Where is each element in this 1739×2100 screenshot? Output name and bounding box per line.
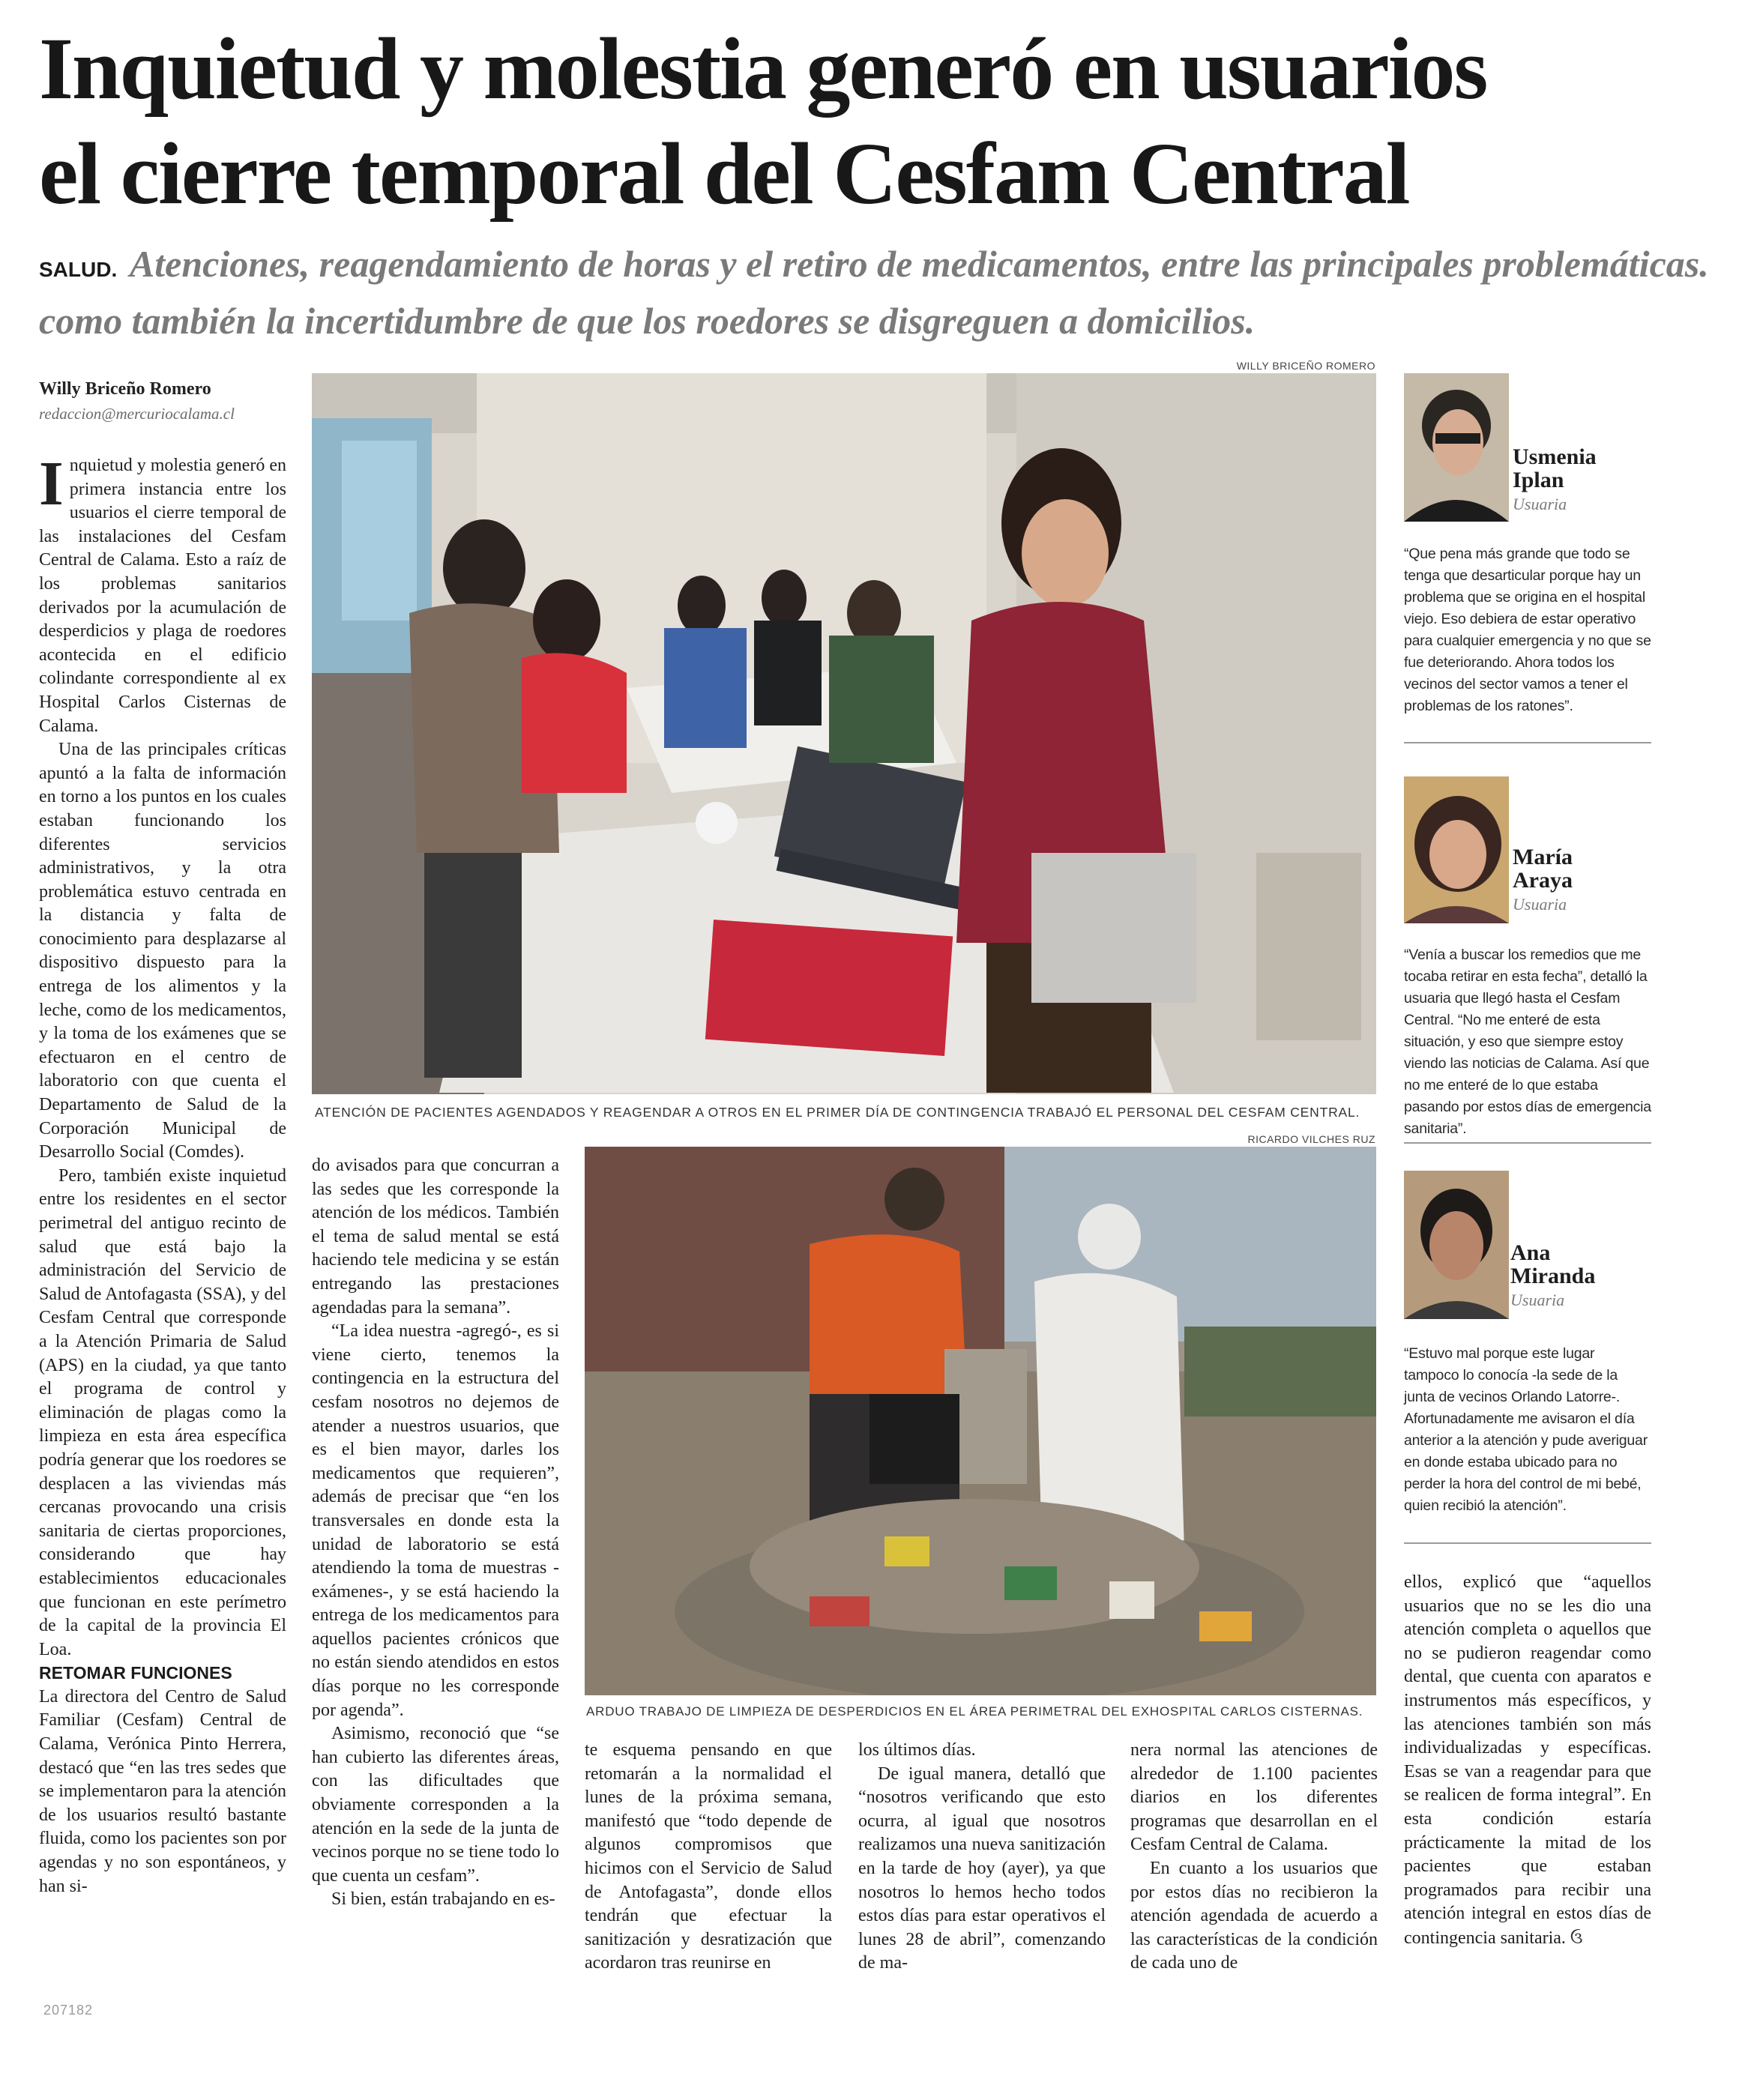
headline [39,16,1711,226]
testimonial-2-first-name: María [1513,845,1573,869]
clip-id: 207182 [43,2003,94,2018]
column3-paragraph: te esquema pensando en que retomarán a la normalidad el lunes de la próxima semana, manifestó que “todo depende de algunos compromisos que hicimos con el Servicio de Salud de Antofagasta”, donde ellos tendrán que efectuar la sanitización y desratización que acordaron tras reunirse en [585,1740,832,1973]
column4-paragraph: los últimos días. [858,1740,976,1760]
sidebar-divider [1404,742,1651,743]
column1-paragraph: Una de las principales críticas apuntó a la falta de información en torno a los puntos en los cuales estaban funcionando los diferentes servicios administrativos, y la otra problemática estuvo centrada en la distancia y falta de conocimiento para desplazarse al dispositivo dispuesto para la entrega de los alimentos y la leche, como de los medicamentos, y la toma de los exámenes que se efectuaron en el centro de laboratorio con que cuenta el Departamento de Salud de la Corporación Municipal de Desarrollo Social (Comdes). [39,740,286,1162]
column2-paragraph: Asimismo, reconoció que “se han cubierto las diferentes áreas, con las dificultades que obviamente corresponden a la atención en la sede de la junta de vecinos porque no se tiene todo lo que cuenta un cesfam”. [312,1724,559,1886]
article-column-3 [585,1739,832,1976]
subhead-retomar-funciones: RETOMAR FUNCIONES [39,1663,232,1683]
article-column-2 [312,1154,559,1912]
section-kicker: SALUD. [39,258,118,281]
byline-email[interactable]: redaccion@mercuriocalama.cl [39,405,235,423]
testimonial-1-quote: “Que pena más grande que todo se tenga que desarticular porque hay un problema que se origina en el hospital viejo. Eso debiera de estar operativo para cualquier emergencia y no que se fue deteriorando. Ahora todos los vecinos del sector vamos a tener el problemas de los ratones”. [1404,546,1651,714]
column6-paragraph: ellos, explicó que “aquellos usuarios que no se les dio una atención completa o aquellos que no se pudieron reagendar como dental, que cuenta con aparatos e instrumentos más específicos, y las atenciones también son más individualizadas y específicas. Esas se van a reagendar para que se realicen de forma integral”. En esta condición estaría prácticamente la mitad de los pacientes que estaban programados para recibir una atención integral en estos días de contingencia sanitaria. [1404,1572,1651,1948]
testimonial-3-first-name: Ana [1510,1240,1551,1265]
testimonial-3-header [1510,1241,1660,1310]
avatar-maria-araya [1404,776,1509,923]
testimonial-2-header [1513,845,1663,914]
photo1-caption: ATENCIÓN DE PACIENTES AGENDADOS Y REAGENDAR A OTROS EN EL PRIMER DÍA DE CONTINGENCIA TRABAJÓ EL PERSONAL DEL CESFAM CENTRAL. [315,1105,1360,1120]
byline-author: Willy Briceño Romero [39,379,211,399]
photo-clinic-staff [312,373,1376,1094]
testimonial-2-last-name: Araya [1513,868,1573,893]
column4-paragraph: De igual manera, detalló que “nosotros verificando que esto ocurra, al igual que nosotros realizamos una nueva sanitización en la tarde de hoy (ayer), ya que nosotros lo hemos hecho todos estos días para estar operativos el lunes 28 de abril”, comenzando de ma- [858,1763,1106,1973]
photo-cleanup-workers [585,1147,1376,1695]
deck [39,238,1711,346]
sidebar-divider [1404,1542,1651,1544]
avatar-ana-miranda [1404,1171,1509,1319]
avatar-usmenia-iplan [1404,373,1509,522]
testimonial-1-first-name: Usmenia [1513,444,1597,469]
headline-line-1: Inquietud y molestia generó en usuarios [39,19,1487,118]
article-column-5 [1130,1739,1378,1976]
column2-paragraph: “La idea nuestra -agregó-, es si viene cierto, tenemos la contingencia en la estructura del cesfam nosotros no dejemos de atender a nuestros usuarios, que es el bien mayor, darles los medicamentos que requieren”, además de precisar que “en los transversales en donde esta la unidad de laboratorio se está atendiendo la toma de muestras -exámenes-, y se está haciendo la entrega de los medicamentos para aquellos pacientes crónicos que no están siendo atendidos en estos días porque no les corresponde por agenda”. [312,1321,559,1720]
testimonial-2-quote: “Venía a buscar los remedios que me tocaba retirar en esta fecha”, detalló la usuaria que llegó hasta el Cesfam Central. “No me enteré de esta situación, y eso que siempre estoy viendo las noticias de Calama. Así que no me enteré de lo que estaba pasando por estos días de emergencia sanitaria”. [1404,947,1651,1137]
clinic-scene-illustration [312,373,1376,1094]
column2-paragraph: do avisados para que concurran a las sedes que les corresponde la atención de los médicos. También el tema de salud mental se está haciendo tele medicina y se están entregando las prestaciones agendadas para la semana”. [312,1156,559,1318]
column1-paragraph: nquietud y molestia generó en primera instancia entre los usuarios el cierre temporal de las instalaciones del Cesfam Central de Calama. Esto a raíz de los problemas sanitarios derivados por la acumulación de desperdicios y plaga de roedores acontecida en el edificio colindante correspondiente al ex Hospital Carlos Cisternas de Calama. [39,456,286,736]
article-column-4 [858,1739,1106,1976]
headline-line-2: el cierre temporal del Cesfam Central [39,124,1409,223]
end-mark-icon: ઉ [1570,1928,1583,1947]
sidebar-divider [1404,1142,1651,1144]
testimonial-1-role: Usuaria [1513,495,1567,513]
article-column-1 [39,449,286,1898]
cleanup-scene-illustration [585,1147,1376,1695]
column5-paragraph: En cuanto a los usuarios que por estos días no recibieron la atención agendada de acuerdo a las características de la condición de cada uno de [1130,1858,1378,1973]
column1-paragraph: La directora del Centro de Salud Familiar (Cesfam) Central de Calama, Verónica Pinto Herrera, destacó que “en las tres sedes que se implementaron para la atención de los usuarios resultó bastante fluida, como los pacientes son por agendas y no son espontáneos, y han si- [39,1686,286,1896]
drop-cap: I [39,449,64,519]
testimonial-3-quote: “Estuvo mal porque este lugar tampoco lo conocía -la sede de la junta de vecinos Orlando Latorre-. Afortunadamente me avisaron el día anterior a la atención y pude averiguar en donde estaba ubicado para no perder la hora del control de mi bebé, quien recibió la atención”. [1404,1345,1648,1514]
testimonial-3-role: Usuaria [1510,1291,1565,1309]
testimonial-3-last-name: Miranda [1510,1264,1596,1288]
photo1-credit: WILLY BRICEÑO ROMERO [1236,360,1375,372]
testimonial-1-last-name: Iplan [1513,468,1564,492]
column5-paragraph: nera normal las atenciones de alrededor de 1.100 pacientes diarios en los diferentes programas que desarrollan en el Cesfam Central de Calama. [1130,1740,1378,1855]
column1-paragraph: Pero, también existe inquietud entre los residentes en el sector perimetral del antiguo recinto de salud que está bajo la administración del Servicio de Salud de Antofagasta (SSA), y del Cesfam Central que corresponde a la Atención Primaria de Salud (APS) en la ciudad, ya que tanto el programa de control y eliminación de plagas como la limpieza en esta área específica podría generar que los roedores se desplacen a las viviendas más cercanas provocando una crisis sanitaria de ciertas proporciones, considerando que hay establecimientos educacionales que funcionan en este perímetro de la capital de la provincia El Loa. [39,1165,286,1659]
article-column-6 [1404,1571,1651,1951]
testimonial-1-header [1513,445,1663,514]
photo2-credit: RICARDO VILCHES RUZ [1247,1133,1375,1145]
photo2-caption: ARDUO TRABAJO DE LIMPIEZA DE DESPERDICIOS EN EL ÁREA PERIMETRAL DEL EXHOSPITAL CARLOS CISTERNAS. [586,1704,1363,1719]
column2-paragraph: Si bien, están trabajando en es- [331,1889,555,1910]
deck-text: Atenciones, reagendamiento de horas y el retiro de medicamentos, entre las principales problemáticas. como también la incertidumbre de que los roedores se disgreguen a domicilios. [39,243,1709,342]
testimonial-2-role: Usuaria [1513,895,1567,914]
